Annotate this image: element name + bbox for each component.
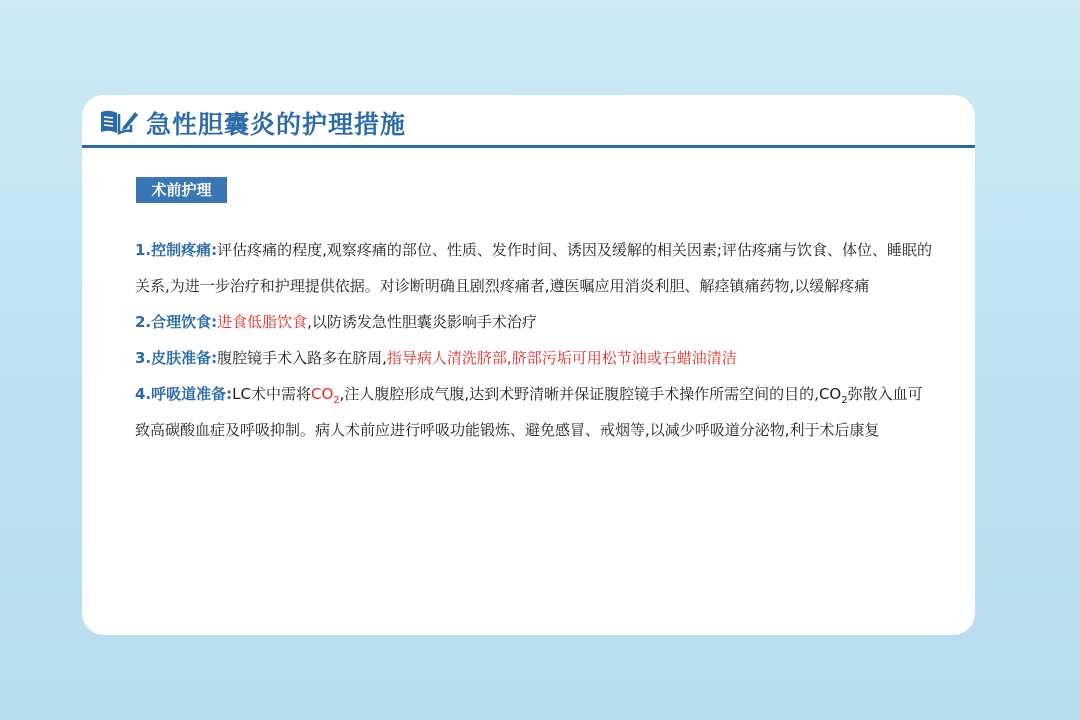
book-pen-icon: [99, 108, 139, 136]
item-text: 腹腔镜手术入路多在脐周,: [217, 349, 387, 367]
co2-subscript: 2: [333, 395, 340, 406]
item-highlight: 指导病人清洗脐部,脐部污垢可用松节油或石蜡油清洁: [386, 349, 737, 367]
item-text: 弥散入血可致高碳酸血症及呼吸抑制。病人术前应进行呼吸功能锻炼、避免感冒、戒烟等,以减少呼吸道分泌物,利于术后康复: [135, 385, 923, 439]
section-badge: 术前护理: [136, 177, 227, 203]
item-label: 4.呼吸道准备:: [135, 385, 233, 403]
content-card: [82, 95, 975, 635]
list-item-pain-control: [135, 232, 935, 304]
page-title: 急性胆囊炎的护理措施: [146, 110, 407, 139]
item-text: LC术中需将: [232, 385, 311, 403]
header-divider: [82, 145, 975, 148]
item-label: 2.合理饮食:: [135, 313, 218, 331]
item-highlight: 进食低脂饮食: [217, 313, 308, 331]
list-item-airway-prep: [135, 376, 935, 448]
co2-formula: CO: [310, 385, 334, 403]
item-label: 3.皮肤准备:: [135, 349, 218, 367]
item-text: ,以防诱发急性胆囊炎影响手术治疗: [307, 313, 537, 331]
slide-header: [82, 95, 975, 149]
item-highlight: [310, 385, 340, 406]
list-item-diet: [135, 304, 935, 340]
item-text: ,注人腹腔形成气腹,达到术野清晰并保证腹腔镜手术操作所需空间的目的,CO: [339, 385, 842, 403]
item-text: 评估疼痛的程度,观察疼痛的部位、性质、发作时间、诱因及缓解的相关因素;评估疼痛与饮食、体位、睡眠的关系,为进一步治疗和护理提供依据。对诊断明确且剧烈疼痛者,遵医嘱应用消炎利胆、解痉镇痛药物,以缓解疼痛: [135, 241, 932, 295]
list-item-skin-prep: [135, 340, 935, 376]
care-measures-list: [135, 232, 935, 448]
item-label: 1.控制疼痛:: [135, 241, 218, 259]
co2-subscript: 2: [841, 395, 848, 406]
